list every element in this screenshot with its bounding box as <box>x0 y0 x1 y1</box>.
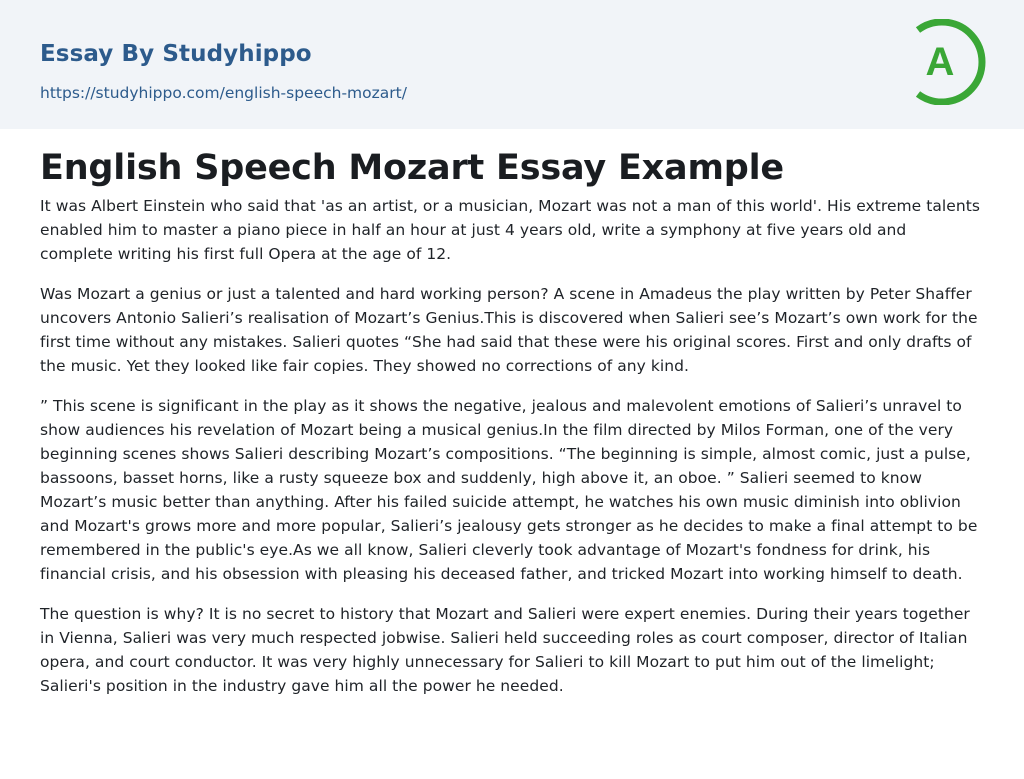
page-title: English Speech Mozart Essay Example <box>40 148 784 188</box>
logo-letter: A <box>925 40 955 84</box>
page-url-link[interactable]: https://studyhippo.com/english-speech-mozart/ <box>40 84 407 102</box>
essay-paragraph: ” This scene is significant in the play as it shows the negative, jealous and malevolent emotions of Salieri’s unravel to show audiences his revelation of Mozart being a musical genius.In the film directed by Milos Forman, one of the very beginning scenes shows Salieri describing Mozart’s compositions. “The beginning is simple, almost comic, just a pulse, bassoons, basset horns, like a rusty squeeze box and suddenly, high above it, an oboe. ” Salieri seemed to know Mozart’s music better than anything. After his failed suicide attempt, he watches his own music diminish into oblivion and Mozart's grows more and more popular, Salieri’s jealousy gets stronger as he decides to make a final attempt to be remembered in the public's eye.As we all know, Salieri cleverly took advantage of Mozart's fondness for drink, his financial crisis, and his obsession with pleasing his deceased father, and tricked Mozart into working himself to death. <box>40 397 978 583</box>
essay-body <box>40 194 984 714</box>
studyhippo-logo-icon[interactable] <box>912 19 986 105</box>
essay-paragraph: It was Albert Einstein who said that 'as an artist, or a musician, Mozart was not a man of this world'. His extreme talents enabled him to master a piano piece in half an hour at just 4 years old, write a symphony at five years old and complete writing his first full Opera at the age of 12. <box>40 197 980 263</box>
essay-paragraph: Was Mozart a genius or just a talented and hard working person? A scene in Amadeus the play written by Peter Shaffer uncovers Antonio Salieri’s realisation of Mozart’s Genius.This is discovered when Salieri see’s Mozart’s own work for the first time without any mistakes. Salieri quotes “She had said that these were his original scores. First and only drafts of the music. Yet they looked like fair copies. They showed no corrections of any kind. <box>40 285 978 375</box>
site-brand[interactable]: Essay By Studyhippo <box>40 41 312 67</box>
essay-paragraph: The question is why? It is no secret to history that Mozart and Salieri were expert enemies. During their years together in Vienna, Salieri was very much respected jobwise. Salieri held succeeding roles as court composer, director of Italian opera, and court conductor. It was very highly unnecessary for Salieri to kill Mozart to put him out of the limelight; Salieri's position in the industry gave him all the power he needed. <box>40 605 970 695</box>
